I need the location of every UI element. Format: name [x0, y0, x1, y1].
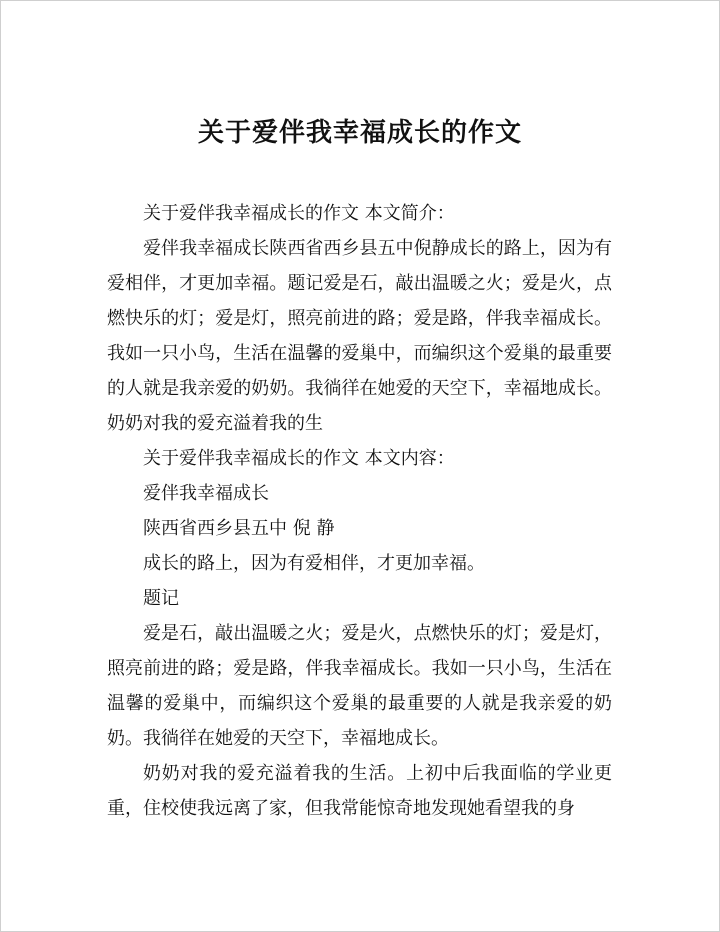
intro-heading: 关于爱伴我幸福成长的作文 本文简介： — [143, 203, 455, 224]
body-paragraph: 奶奶对我的爱充溢着我的生活。上初中后我面临的学业更重，住校使我远离了家，但我常能惊奇地发现她看望我的身 — [107, 763, 612, 819]
summary-paragraph: 爱伴我幸福成长陕西省西乡县五中倪静成长的路上，因为有爱相伴，才更加幸福。题记爱是石，敲出温暖之火；爱是火，点燃快乐的灯；爱是灯，照亮前进的路；爱是路，伴我幸福成长。我如一只小鸟，生活在温馨的爱巢中，而编织这个爱巢的最重要的人就是我亲爱的奶奶。我徜徉在她爱的天空下，幸福地成长。奶奶对我的爱充溢着我的生 — [107, 238, 612, 434]
document-body — [107, 196, 612, 826]
author-line: 陕西省西乡县五中 倪 静 — [143, 518, 335, 539]
essay-title: 爱伴我幸福成长 — [143, 483, 269, 504]
epigraph-label: 题记 — [143, 588, 179, 609]
document-title: 关于爱伴我幸福成长的作文 — [197, 118, 522, 148]
epigraph: 成长的路上，因为有爱相伴，才更加幸福。 — [143, 553, 485, 574]
body-paragraph: 爱是石，敲出温暖之火；爱是火，点燃快乐的灯；爱是灯，照亮前进的路；爱是路，伴我幸福成长。我如一只小鸟，生活在温馨的爱巢中，而编织这个爱巢的最重要的人就是我亲爱的奶奶。我徜徉在她爱的天空下，幸福地成长。 — [107, 623, 612, 749]
content-heading: 关于爱伴我幸福成长的作文 本文内容： — [143, 448, 455, 469]
